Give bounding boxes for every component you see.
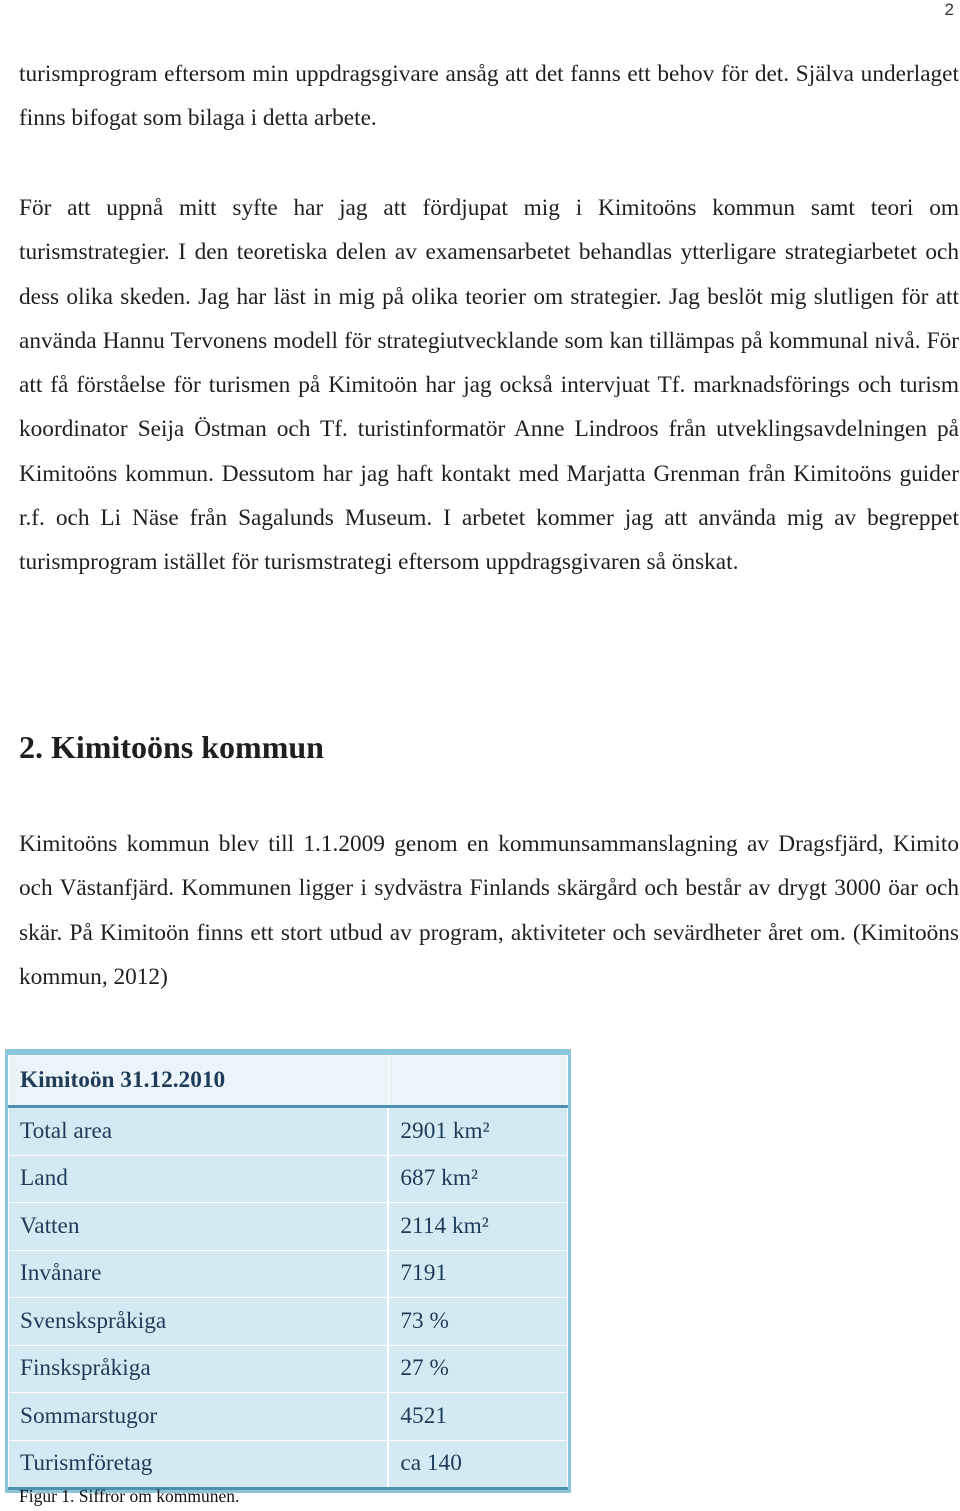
table-cell-value: 4521 — [388, 1393, 567, 1441]
table-row — [9, 1107, 568, 1156]
paragraph-kimitoon: Kimitoöns kommun blev till 1.1.2009 genom en kommunsammanslagning av Dragsfjärd, Kimito och Västanfjärd. Kommunen ligger i sydvästra Finlands skärgård och består av drygt 3000 öar och skär. På Kimitoön finns ett stort utbud av program, aktiviteter och sevärdheter året om. (Kimitoöns kommun, 2012) — [19, 831, 959, 990]
table-header-cell: Kimitoön 31.12.2010 — [9, 1054, 389, 1107]
table-cell-label: Vatten — [9, 1203, 389, 1251]
table-row — [9, 1440, 568, 1489]
table-row — [9, 1203, 568, 1251]
table-cell-value: 2114 km² — [388, 1203, 567, 1251]
table-cell-label: Total area — [9, 1107, 389, 1156]
page-number: 2 — [944, 0, 954, 19]
table-row — [9, 1393, 568, 1441]
table-row — [9, 1250, 568, 1298]
table-cell-value: 7191 — [388, 1250, 567, 1298]
table-row — [9, 1345, 568, 1393]
table-cell-value: 27 % — [388, 1345, 567, 1393]
table-cell-value: ca 140 — [388, 1440, 567, 1489]
table-cell-label: Sommarstugor — [9, 1393, 389, 1441]
table-row — [9, 1298, 568, 1346]
table-cell-label: Turismföretag — [9, 1440, 389, 1489]
table-header-cell — [388, 1054, 567, 1107]
table-cell-value: 687 km² — [388, 1155, 567, 1203]
figure-caption: Figur 1. Siffror om kommunen. — [19, 1486, 240, 1506]
facts-table — [8, 1052, 568, 1490]
table-header-row — [9, 1054, 568, 1107]
table-cell-label: Invånare — [9, 1250, 389, 1298]
table-row — [9, 1155, 568, 1203]
table-cell-value: 73 % — [388, 1298, 567, 1346]
paragraph-intro-continuation: turismprogram eftersom min uppdragsgivare ansåg att det fanns ett behov för det. Själva underlaget finns bifogat som bilaga i detta arbete. — [19, 61, 959, 132]
table-cell-label: Land — [9, 1155, 389, 1203]
section-heading: 2. Kimitoöns kommun — [19, 729, 324, 765]
table-cell-label: Svenskspråkiga — [9, 1298, 389, 1346]
table-cell-label: Finskspråkiga — [9, 1345, 389, 1393]
paragraph-method: För att uppnå mitt syfte har jag att fördjupat mig i Kimitoöns kommun samt teori om turismstrategier. I den teoretiska delen av examensarbetet behandlas ytterligare strategiarbetet och dess olika skeden. Jag har läst in mig på olika teorier om strategier. Jag beslöt mig slutligen för att använda Hannu Tervonens modell för strategiutvecklande som kan tillämpas på kommunal nivå. För att få förståelse för turismen på Kimitoön har jag också intervjuat Tf. marknadsförings och turism koordinator Seija Östman och Tf. turistinformatör Anne Lindroos från utveklingsavdelningen på Kimitoöns kommun. Dessutom har jag haft kontakt med Marjatta Grenman från Kimitoöns guider r.f. och Li Näse från Sagalunds Museum. I arbetet kommer jag att använda mig av begreppet turismprogram istället för turismstrategi eftersom uppdragsgivaren så önskat. — [19, 195, 959, 576]
table-cell-value: 2901 km² — [388, 1107, 567, 1156]
facts-table-container — [8, 1052, 568, 1490]
